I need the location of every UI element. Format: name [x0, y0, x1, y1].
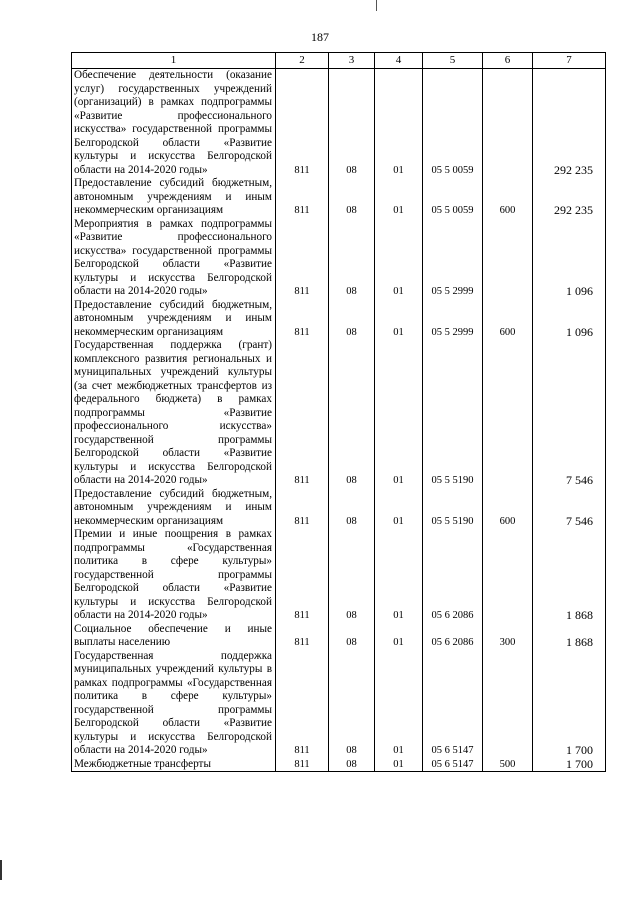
row-amount: 292 235 [533, 177, 606, 218]
row-code-2: 811 [276, 299, 329, 340]
row-code-6: 600 [483, 488, 533, 529]
row-amount: 1 868 [533, 528, 606, 623]
row-code-6: 300 [483, 623, 533, 650]
row-code-2: 811 [276, 650, 329, 758]
column-header: 5 [423, 53, 483, 69]
row-code-5: 05 6 5147 [423, 650, 483, 758]
row-name: Предоставление субсидий бюджетным, автономным учреждениям и иным некоммерческим организациям [72, 488, 276, 529]
table-row [72, 488, 606, 529]
row-name: Обеспечение деятельности (оказание услуг) государственных учреждений (организаций) в рамках подпрограммы «Развитие профессионального искусства» государственной программы Белгородской области «Развитие культуры и искусства Белгородской области на 2014-2020 годы» [72, 69, 276, 178]
row-amount: 1 700 [533, 650, 606, 758]
row-code-3: 08 [329, 758, 375, 772]
table-row [72, 339, 606, 488]
row-code-3: 08 [329, 488, 375, 529]
row-name: Межбюджетные трансферты [72, 758, 276, 772]
row-code-6 [483, 650, 533, 758]
row-code-5: 05 5 5190 [423, 488, 483, 529]
table-body [72, 69, 606, 772]
column-header: 4 [375, 53, 423, 69]
row-code-2: 811 [276, 177, 329, 218]
row-amount: 7 546 [533, 339, 606, 488]
row-code-6 [483, 218, 533, 299]
scan-edge-mark [376, 0, 377, 11]
row-name: Государственная поддержка (грант) комплексного развития региональных и муниципальных учреждений культуры (за счет межбюджетных трансфертов из федерального бюджета) в рамках подпрограммы «Развитие профессионального искусства» государственной программы Белгородской области «Развитие культуры и искусства Белгородской области на 2014-2020 годы» [72, 339, 276, 488]
row-code-2: 811 [276, 218, 329, 299]
column-header: 2 [276, 53, 329, 69]
row-code-2: 811 [276, 339, 329, 488]
row-code-4: 01 [375, 299, 423, 340]
row-code-5: 05 6 5147 [423, 758, 483, 772]
row-code-5: 05 5 2999 [423, 218, 483, 299]
row-code-4: 01 [375, 488, 423, 529]
row-code-5: 05 5 0059 [423, 69, 483, 178]
row-code-5: 05 5 5190 [423, 339, 483, 488]
row-code-2: 811 [276, 758, 329, 772]
row-code-3: 08 [329, 69, 375, 178]
row-code-3: 08 [329, 177, 375, 218]
row-code-3: 08 [329, 218, 375, 299]
row-name: Предоставление субсидий бюджетным, автономным учреждениям и иным некоммерческим организациям [72, 299, 276, 340]
row-code-3: 08 [329, 299, 375, 340]
row-code-4: 01 [375, 758, 423, 772]
column-header: 1 [72, 53, 276, 69]
row-code-5: 05 5 0059 [423, 177, 483, 218]
row-amount: 1 096 [533, 299, 606, 340]
row-code-6: 600 [483, 177, 533, 218]
row-code-6 [483, 528, 533, 623]
table-row [72, 69, 606, 178]
row-code-4: 01 [375, 218, 423, 299]
row-code-4: 01 [375, 177, 423, 218]
row-amount: 1 868 [533, 623, 606, 650]
row-name: Государственная поддержка муниципальных учреждений культуры в рамках подпрограммы «Государственная политика в сфере культуры» государственной программы Белгородской области «Развитие культуры и искусства Белгородской области на 2014-2020 годы» [72, 650, 276, 758]
row-code-4: 01 [375, 339, 423, 488]
row-amount: 1 700 [533, 758, 606, 772]
row-code-5: 05 6 2086 [423, 623, 483, 650]
column-header: 6 [483, 53, 533, 69]
table-row [72, 623, 606, 650]
page-number: 187 [311, 30, 329, 44]
row-code-5: 05 6 2086 [423, 528, 483, 623]
row-code-5: 05 5 2999 [423, 299, 483, 340]
row-code-6 [483, 69, 533, 178]
row-name: Предоставление субсидий бюджетным, автономным учреждениям и иным некоммерческим организациям [72, 177, 276, 218]
row-amount: 1 096 [533, 218, 606, 299]
row-code-2: 811 [276, 528, 329, 623]
table-row [72, 299, 606, 340]
row-code-6 [483, 339, 533, 488]
row-code-2: 811 [276, 69, 329, 178]
row-code-3: 08 [329, 650, 375, 758]
column-header: 3 [329, 53, 375, 69]
row-code-4: 01 [375, 623, 423, 650]
row-code-4: 01 [375, 69, 423, 178]
row-code-3: 08 [329, 623, 375, 650]
row-code-3: 08 [329, 339, 375, 488]
budget-table [71, 52, 606, 772]
row-code-3: 08 [329, 528, 375, 623]
row-code-6: 600 [483, 299, 533, 340]
row-code-6: 500 [483, 758, 533, 772]
table-row [72, 177, 606, 218]
row-name: Социальное обеспечение и иные выплаты населению [72, 623, 276, 650]
row-name: Мероприятия в рамках подпрограммы «Развитие профессионального искусства» государственной программы Белгородской области «Развитие культуры и искусства Белгородской области на 2014-2020 годы» [72, 218, 276, 299]
table-row [72, 218, 606, 299]
row-code-4: 01 [375, 528, 423, 623]
header-row [72, 53, 606, 69]
table-row [72, 528, 606, 623]
table-row [72, 758, 606, 772]
row-code-2: 811 [276, 488, 329, 529]
table-row [72, 650, 606, 758]
scan-margin-mark [0, 860, 2, 880]
row-code-4: 01 [375, 650, 423, 758]
row-name: Премии и иные поощрения в рамках подпрограммы «Государственная политика в сфере культуры» государственной программы Белгородской области «Развитие культуры и искусства Белгородской области на 2014-2020 годы» [72, 528, 276, 623]
row-code-2: 811 [276, 623, 329, 650]
row-amount: 292 235 [533, 69, 606, 178]
row-amount: 7 546 [533, 488, 606, 529]
column-header: 7 [533, 53, 606, 69]
